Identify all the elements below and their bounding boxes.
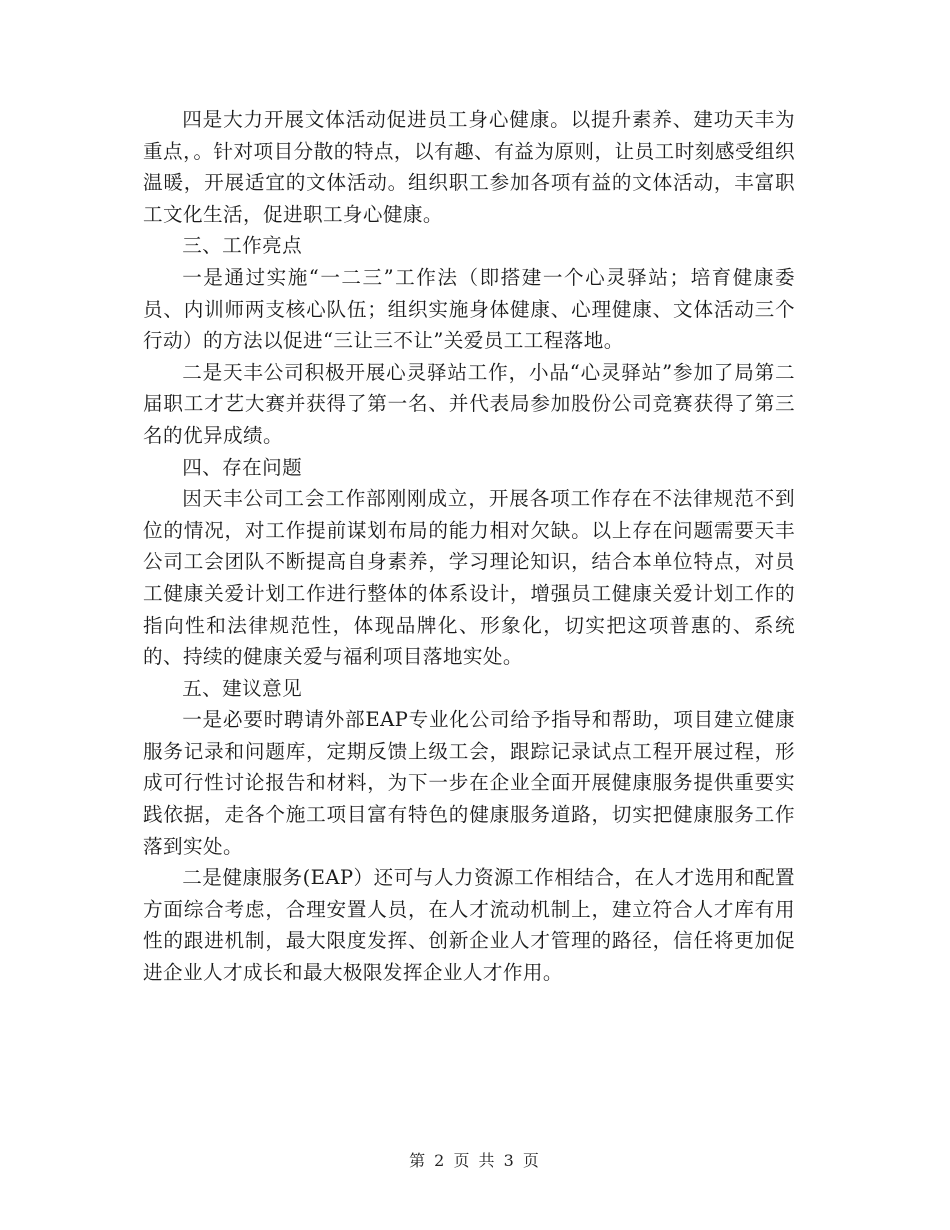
paragraph-problems: 因天丰公司工会工作部刚刚成立，开展各项工作存在不法律规范不到位的情况，对工作提前谋划布局的能力相对欠缺。以上存在问题需要天丰公司工会团队不断提高自身素养，学习理论知识，结合本单位特点，对员工健康关爱计划工作进行整体的体系设计，增强员工健康关爱计划工作的指向性和法律规范性，体现品牌化、形象化，切实把这项普惠的、系统的、持续的健康关爱与福利项目落地实处。 xyxy=(143,487,795,669)
page-number-footer: 第 2 页 共 3 页 xyxy=(409,1151,541,1170)
document-body xyxy=(143,104,795,989)
paragraph-method-123: 一是通过实施“一二三”工作法（即搭建一个心灵驿站；培育健康委员、内训师两支核心队伍；组织实施身体健康、心理健康、文体活动三个行动）的方法以促进“三让三不让”关爱员工工程落地。 xyxy=(143,265,795,353)
paragraph-culture-activities: 四是大力开展文体活动促进员工身心健康。以提升素养、建功天丰为重点，。针对项目分散的特点，以有趣、有益为原则，让员工时刻感受组织温暖，开展适宜的文体活动。组织职工参加各项有益的文体活动，丰富职工文化生活，促进职工身心健康。 xyxy=(143,108,795,226)
paragraph-heart-station: 二是天丰公司积极开展心灵驿站工作，小品“心灵驿站”参加了局第二届职工才艺大赛并获得了第一名、并代表局参加股份公司竞赛获得了第三名的优异成绩。 xyxy=(143,360,795,447)
section-heading-suggestions: 五、建议意见 xyxy=(182,676,303,700)
paragraph-suggestion-eap-company: 一是必要时聘请外部EAP专业化公司给予指导和帮助，项目建立健康服务记录和问题库，定期反馈上级工会，跟踪记录试点工程开展过程，形成可行性讨论报告和材料，为下一步在企业全面开展健康服务提供重要实践依据，走各个施工项目富有特色的健康服务道路，切实把健康服务工作落到实处。 xyxy=(143,708,795,858)
section-heading-problems: 四、存在问题 xyxy=(182,455,303,479)
paragraph-suggestion-hr: 二是健康服务(EAP）还可与人力资源工作相结合，在人才选用和配置方面综合考虑，合理安置人员，在人才流动机制上，建立符合人才库有用性的跟进机制，最大限度发挥、创新企业人才管理的路径，信任将更加促进企业人才成长和最大极限发挥企业人才作用。 xyxy=(143,866,795,985)
section-heading-highlights: 三、工作亮点 xyxy=(182,234,303,258)
